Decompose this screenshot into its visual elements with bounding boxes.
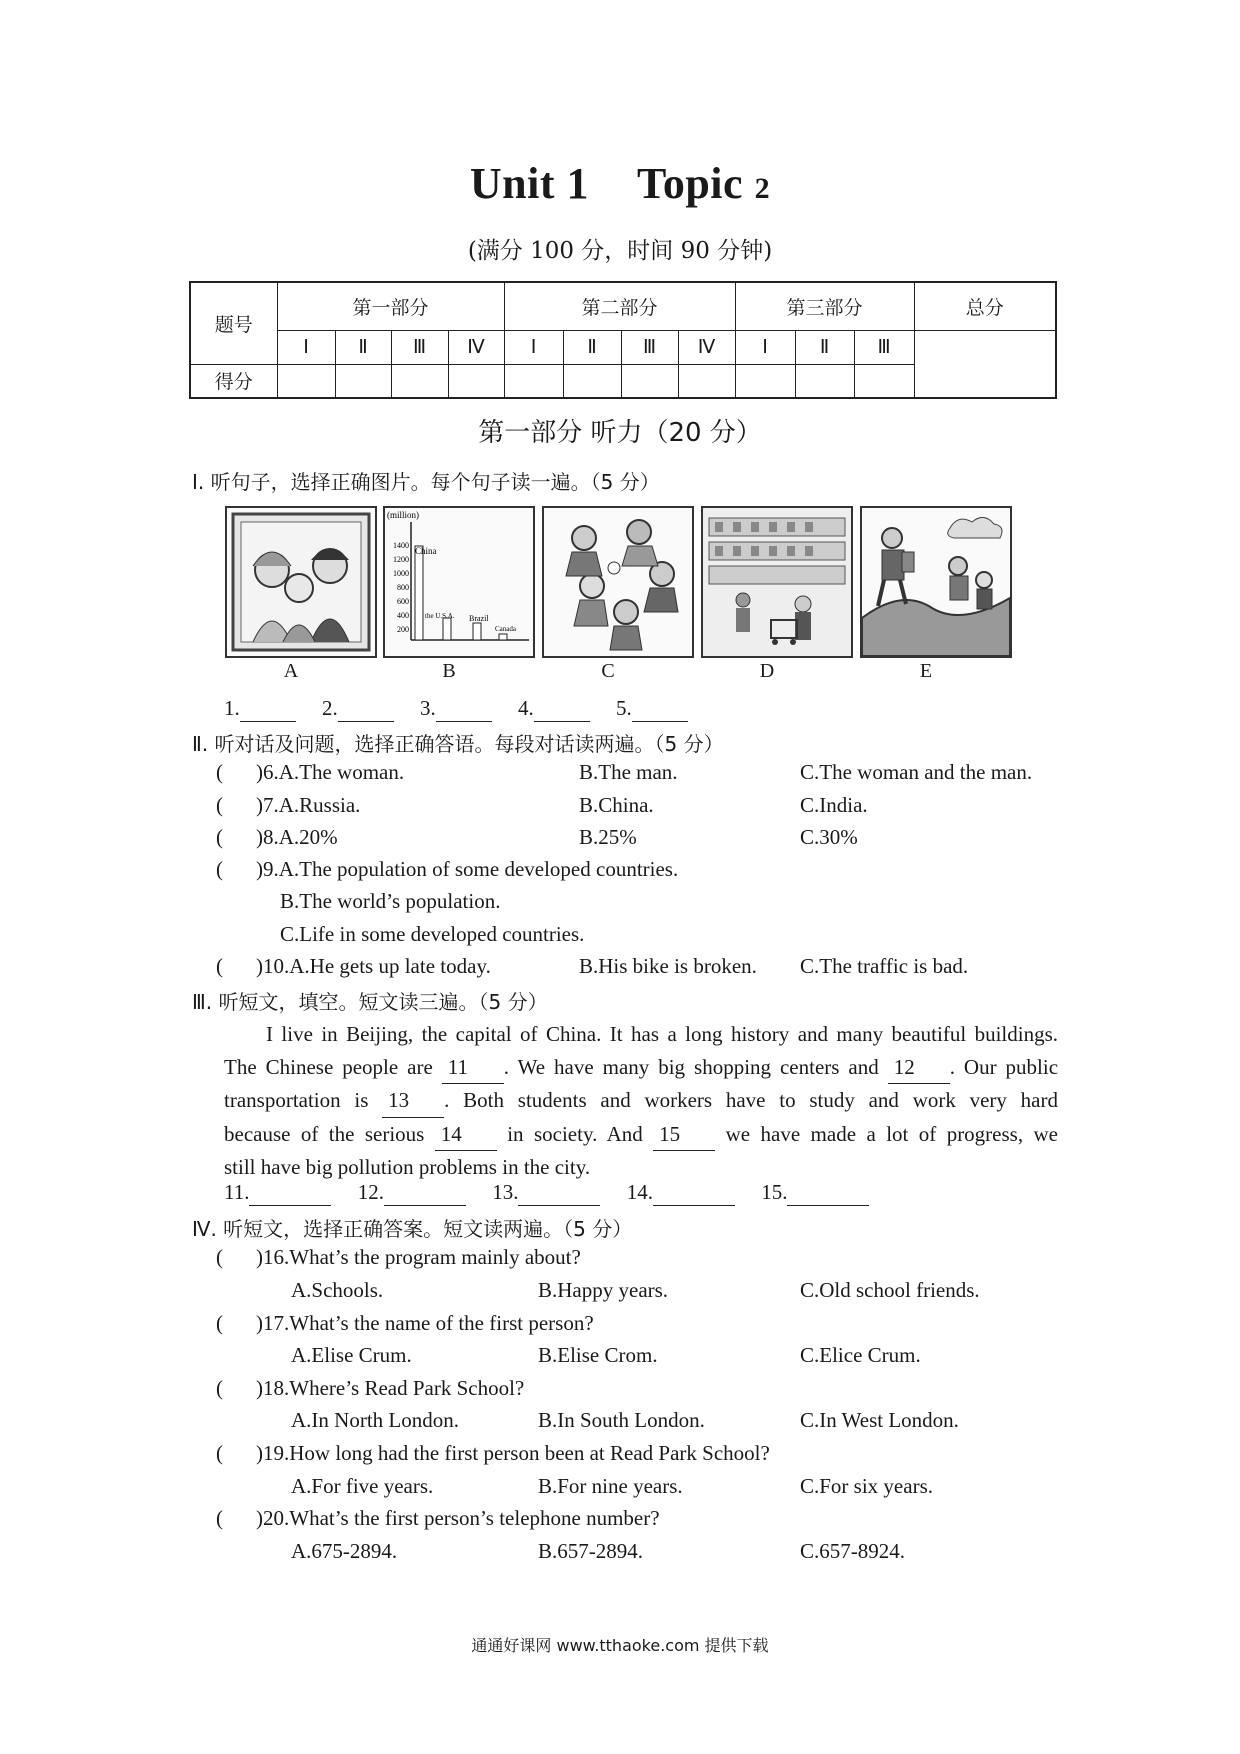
question-8-option-b: B.25% <box>579 825 637 849</box>
chart-bar-label: Brazil <box>469 614 489 623</box>
chart-tick: 200 <box>397 625 409 634</box>
blank-number: 1. <box>224 696 240 720</box>
answer-blank[interactable] <box>653 1180 735 1206</box>
title-topic: Topic <box>637 159 744 208</box>
passage <box>224 1018 1058 1184</box>
question-18-text: )18.Where’s Read Park School? <box>256 1376 525 1400</box>
chart-bar-label: China <box>415 546 437 556</box>
row-label-score: 得分 <box>190 364 277 398</box>
chart-tick: 400 <box>397 611 409 620</box>
page-title <box>0 158 1240 209</box>
passage-blank-14[interactable]: 14 <box>435 1118 497 1152</box>
question-17-text: )17.What’s the name of the first person? <box>256 1311 594 1335</box>
passage-blank-15[interactable]: 15 <box>653 1118 715 1152</box>
passage-blank-13[interactable]: 13 <box>382 1084 444 1118</box>
question-16-option-c: C.Old school friends. <box>800 1278 980 1302</box>
question-6: ( <box>216 760 223 784</box>
question-17-option-a: A.Elise Crum. <box>291 1343 412 1367</box>
blank-number: 11. <box>224 1180 250 1204</box>
chart-bar-usa <box>443 618 451 640</box>
question-17: ( <box>216 1311 223 1335</box>
score-cell <box>735 364 795 398</box>
row-label-number: 题号 <box>190 282 277 364</box>
chart-bar-brazil <box>473 623 481 640</box>
family-portrait-picture <box>225 506 377 658</box>
picture-label: C <box>601 660 615 682</box>
passage-text: . Both students and workers have to study and work very hard <box>444 1088 1058 1112</box>
part3-header: 第三部分 <box>735 282 914 330</box>
question-16-option-a: A.Schools. <box>291 1278 384 1302</box>
answer-blank[interactable] <box>632 696 688 722</box>
part2-col: Ⅰ <box>504 330 563 364</box>
part1-col: Ⅳ <box>448 330 504 364</box>
blank-number: 12. <box>357 1180 384 1204</box>
chart-bar-label: Canada <box>495 625 516 633</box>
question-18-option-c: C.In West London. <box>800 1408 959 1432</box>
total-header: 总分 <box>914 282 1056 330</box>
question-18-option-a: A.In North London. <box>291 1408 459 1432</box>
blank-number: 14. <box>626 1180 653 1204</box>
section1-heading: Ⅰ. 听句子，选择正确图片。每个句子读一遍。（5 分） <box>192 470 660 494</box>
answer-blank[interactable] <box>534 696 590 722</box>
chart-bar-china <box>415 546 423 640</box>
passage-text: . Our public <box>949 1054 1059 1079</box>
answer-blank[interactable] <box>249 1180 331 1206</box>
section2-heading: Ⅱ. 听对话及问题，选择正确答语。每段对话读两遍。（5 分） <box>192 732 724 756</box>
question-16-text: )16.What’s the program mainly about? <box>256 1245 581 1269</box>
question-9-option-b: B.The world’s population. <box>280 889 501 913</box>
part1-col: Ⅰ <box>277 330 335 364</box>
part1-title: 第一部分 听力（20 分） <box>478 418 762 448</box>
question-8-option-c: C.30% <box>800 825 858 849</box>
answer-blank[interactable] <box>787 1180 869 1206</box>
chart-tick: 1400 <box>393 541 409 550</box>
passage-line-4 <box>224 1118 1058 1152</box>
score-cell <box>504 364 563 398</box>
question-9: ( <box>216 857 223 881</box>
part2-col: Ⅱ <box>563 330 621 364</box>
part3-col: Ⅲ <box>854 330 914 364</box>
question-19-option-a: A.For five years. <box>291 1474 434 1498</box>
score-cell <box>391 364 448 398</box>
shopping-mall-picture <box>701 506 853 658</box>
score-cell <box>854 364 914 398</box>
page-subtitle: (满分 100 分，时间 90 分钟) <box>467 238 773 264</box>
question-9-option-c: C.Life in some developed countries. <box>280 922 585 946</box>
question-10: ( <box>216 954 223 978</box>
part1-col: Ⅲ <box>391 330 448 364</box>
question-20-option-b: B.657-2894. <box>538 1539 643 1563</box>
blank-number: 4. <box>518 696 534 720</box>
population-bar-chart-picture <box>383 506 535 658</box>
question-18-option-b: B.In South London. <box>538 1408 705 1432</box>
question-7-option-c: C.India. <box>800 793 868 817</box>
answer-blanks-11-15 <box>224 1180 869 1206</box>
score-cell <box>277 364 335 398</box>
passage-line-5: still have big pollution problems in the city. <box>224 1155 591 1179</box>
score-table <box>189 281 1057 399</box>
chart-unit-label: (million) <box>387 510 419 520</box>
score-cell <box>335 364 391 398</box>
answer-blank[interactable] <box>338 696 394 722</box>
score-cell <box>795 364 854 398</box>
picture-label: D <box>759 660 775 682</box>
passage-line-2 <box>224 1051 1058 1085</box>
answer-blank[interactable] <box>240 696 296 722</box>
score-cell <box>563 364 621 398</box>
part3-col: Ⅰ <box>735 330 795 364</box>
question-19-option-c: C.For six years. <box>800 1474 933 1498</box>
question-7-option-a: )7.A.Russia. <box>256 793 361 817</box>
blank-number: 15. <box>761 1180 788 1204</box>
answer-blanks-1-5 <box>224 696 688 722</box>
part2-col: Ⅲ <box>621 330 678 364</box>
score-cell <box>621 364 678 398</box>
question-10-option-a: )10.A.He gets up late today. <box>256 954 491 978</box>
passage-text: because of the serious <box>224 1121 425 1146</box>
section3-heading: Ⅲ. 听短文，填空。短文读三遍。（5 分） <box>192 990 548 1014</box>
picture-label: E <box>919 660 933 682</box>
question-10-option-c: C.The traffic is bad. <box>800 954 969 978</box>
picture-label: B <box>442 660 456 682</box>
chart-tick: 1000 <box>393 569 409 578</box>
question-19-text: )19.How long had the first person been at Read Park School? <box>256 1441 770 1465</box>
passage-blank-12[interactable]: 12 <box>888 1051 950 1085</box>
chart-tick: 800 <box>397 583 409 592</box>
question-20: ( <box>216 1506 223 1530</box>
question-17-option-b: B.Elise Crom. <box>538 1343 658 1367</box>
passage-line-1: I live in Beijing, the capital of China. It has a long history and many beautiful buildings. <box>266 1022 1058 1046</box>
total-score-cell <box>914 330 1056 398</box>
answer-blank[interactable] <box>518 1180 600 1206</box>
passage-text: we have made a lot of progress, we <box>725 1121 1058 1146</box>
part2-header: 第二部分 <box>504 282 735 330</box>
title-topic-number: 2 <box>754 172 771 205</box>
question-20-option-a: A.675-2894. <box>291 1539 398 1563</box>
question-20-text: )20.What’s the first person’s telephone number? <box>256 1506 660 1530</box>
answer-blank[interactable] <box>436 696 492 722</box>
children-playing-picture <box>542 506 694 658</box>
score-cell <box>678 364 735 398</box>
passage-text: . We have many big shopping centers and <box>503 1054 879 1079</box>
question-20-option-c: C.657-8924. <box>800 1539 905 1563</box>
passage-text: transportation is <box>224 1088 369 1112</box>
question-16: ( <box>216 1245 223 1269</box>
question-8: ( <box>216 825 223 849</box>
passage-line-3 <box>224 1084 1058 1118</box>
part1-col: Ⅱ <box>335 330 391 364</box>
question-7: ( <box>216 793 223 817</box>
question-19: ( <box>216 1441 223 1465</box>
chart-bar-canada <box>499 634 507 640</box>
question-8-option-a: )8.A.20% <box>256 825 338 849</box>
chart-tick: 600 <box>397 597 409 606</box>
question-19-option-b: B.For nine years. <box>538 1474 683 1498</box>
picture-row <box>225 506 1025 658</box>
question-17-option-c: C.Elice Crum. <box>800 1343 921 1367</box>
passage-blank-11[interactable]: 11 <box>442 1051 504 1085</box>
blank-number: 5. <box>616 696 632 720</box>
chart-bar-label: the U.S.A. <box>425 612 455 620</box>
passage-text: in society. And <box>507 1121 643 1146</box>
question-18: ( <box>216 1376 223 1400</box>
question-7-option-b: B.China. <box>579 793 654 817</box>
question-10-option-b: B.His bike is broken. <box>579 954 757 978</box>
question-6-option-c: C.The woman and the man. <box>800 760 1033 784</box>
section4-heading: Ⅳ. 听短文，选择正确答案。短文读两遍。（5 分） <box>192 1217 633 1241</box>
hiking-picture <box>860 506 1012 658</box>
question-6-option-a: )6.A.The woman. <box>256 760 405 784</box>
part2-col: Ⅳ <box>678 330 735 364</box>
blank-number: 13. <box>492 1180 519 1204</box>
question-9-option-a: )9.A.The population of some developed countries. <box>256 857 679 881</box>
passage-text: The Chinese people are <box>224 1054 433 1079</box>
blank-number: 3. <box>420 696 436 720</box>
picture-label: A <box>283 660 299 682</box>
part3-col: Ⅱ <box>795 330 854 364</box>
answer-blank[interactable] <box>384 1180 466 1206</box>
score-cell <box>448 364 504 398</box>
chart-tick: 1200 <box>393 555 409 564</box>
blank-number: 2. <box>322 696 338 720</box>
part1-header: 第一部分 <box>277 282 504 330</box>
question-6-option-b: B.The man. <box>579 760 678 784</box>
title-unit: Unit 1 <box>469 159 590 208</box>
question-16-option-b: B.Happy years. <box>538 1278 669 1302</box>
page-footer: 通通好课网 www.tthaoke.com 提供下载 <box>471 1636 769 1655</box>
